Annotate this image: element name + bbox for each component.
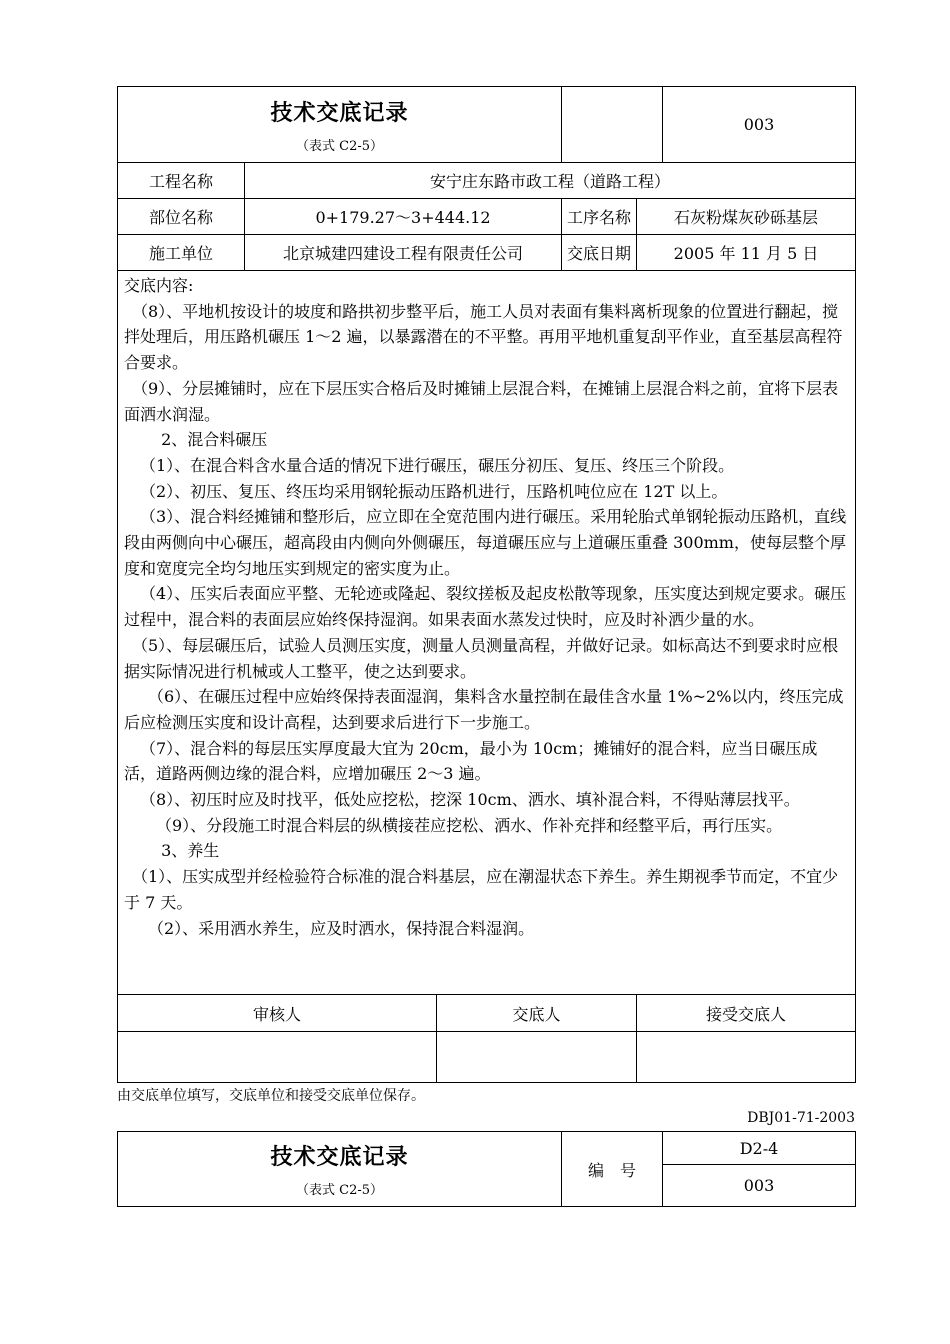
date-label: 交底日期 <box>562 235 637 271</box>
content-heading: 3、养生 <box>140 841 220 861</box>
content-paragraph: （1）、压实成型并经检验符合标准的混合料基层，应在潮湿状态下养生。养生期视季节而定，不宜少于 7 天。 <box>124 867 839 912</box>
content-paragraph: （2）、采用洒水养生，应及时洒水，保持混合料湿润。 <box>148 918 535 938</box>
content-paragraph: （2）、初压、复压、终压均采用钢轮振动压路机进行，压路机吨位应在 12T 以上。 <box>140 481 728 501</box>
reviewer-signature-cell <box>118 1032 437 1083</box>
discloser-signature-cell <box>437 1032 637 1083</box>
receiver-label: 接受交底人 <box>637 995 856 1032</box>
form2-number-label: 编 号 <box>562 1132 663 1207</box>
location-value: 0+179.27～3+444.12 <box>245 199 562 235</box>
process-value: 石灰粉煤灰砂砾基层 <box>637 199 856 235</box>
standard-code: DBJ01-71-2003 <box>747 1110 855 1126</box>
project-name-label: 工程名称 <box>118 163 245 199</box>
content-paragraph: （6）、在碾压过程中应始终保持表面湿润，集料含水量控制在最佳含水量 1%~2%以内，终压完成后应检测压实度和设计高程，达到要求后进行下一步施工。 <box>124 687 844 732</box>
form2-header <box>118 1132 562 1207</box>
process-label: 工序名称 <box>562 199 637 235</box>
form2-number: 003 <box>663 1165 856 1207</box>
form-header <box>118 87 562 163</box>
project-name-value: 安宁庄东路市政工程（道路工程） <box>245 163 856 199</box>
disclosure-content <box>118 271 856 995</box>
unit-value: 北京城建四建设工程有限责任公司 <box>245 235 562 271</box>
content-paragraph: （8）、初压时应及时找平，低处应挖松，挖深 10cm、洒水、填补混合料，不得贴薄层找平。 <box>140 790 800 810</box>
form2-subtitle: （表式 C2-5） <box>295 1183 383 1198</box>
disclosure-form-header-next <box>117 1131 856 1207</box>
number-label-cell <box>562 87 663 163</box>
form2-code: D2-4 <box>663 1132 856 1165</box>
content-paragraph: （9）、分段施工时混合料层的纵横接茬应挖松、洒水、作补充拌和经整平后，再行压实。 <box>156 815 783 835</box>
form-subtitle: （表式 C2-5） <box>296 138 384 154</box>
content-paragraph: （9）、分层摊铺时，应在下层压实合格后及时摊铺上层混合料，在摊铺上层混合料之前，宜将下层表面洒水润湿。 <box>124 378 839 424</box>
content-paragraph: （4）、压实后表面应平整、无轮迹或隆起、裂纹搓板及起皮松散等现象，压实度达到规定要求。碾压过程中，混合料的表面层应始终保持湿润。如果表面水蒸发过快时，应及时补洒少量的水。 <box>124 584 847 630</box>
form-title: 技术交底记录 <box>270 99 409 126</box>
footer-note: 由交底单位填写，交底单位和接受交底单位保存。 <box>117 1088 425 1104</box>
reviewer-label: 审核人 <box>118 995 437 1032</box>
content-paragraph: （1）、在混合料含水量合适的情况下进行碾压，碾压分初压、复压、终压三个阶段。 <box>140 455 735 475</box>
form-number: 003 <box>663 87 856 163</box>
unit-label: 施工单位 <box>118 235 245 271</box>
content-paragraph: （5）、每层碾压后，试验人员测压实度，测量人员测量高程，并做好记录。如标高达不到要求时应根据实际情况进行机械或人工整平，使之达到要求。 <box>124 635 839 681</box>
content-heading: 2、混合料碾压 <box>140 430 268 450</box>
content-paragraph: （3）、混合料经摊铺和整形后，应立即在全宽范围内进行碾压。采用轮胎式单钢轮振动压路机，直线段由两侧向中心碾压，超高段由内侧向外侧碾压，每道碾压应与上道碾压重叠 300mm，使每层整个厚度和宽度完全均匀地压实到规定的密实度为止。 <box>124 507 847 578</box>
discloser-label: 交底人 <box>437 995 637 1032</box>
disclosure-form <box>117 86 856 1083</box>
content-label: 交底内容: <box>124 276 194 295</box>
location-label: 部位名称 <box>118 199 245 235</box>
date-value: 2005 年 11 月 5 日 <box>637 235 856 271</box>
content-paragraph: （8）、平地机按设计的坡度和路拱初步整平后，施工人员对表面有集料离析现象的位置进行翻起，搅拌处理后，用压路机碾压 1～2 遍，以暴露潜在的不平整。再用平地机重复刮平作业，直至基层高程符合要求。 <box>124 301 843 373</box>
receiver-signature-cell <box>637 1032 856 1083</box>
content-paragraph: （7）、混合料的每层压实厚度最大宜为 20cm，最小为 10cm；摊铺好的混合料，应当日碾压成活，道路两侧边缘的混合料，应增加碾压 2～3 遍。 <box>124 738 818 784</box>
form2-title: 技术交底记录 <box>270 1144 409 1170</box>
